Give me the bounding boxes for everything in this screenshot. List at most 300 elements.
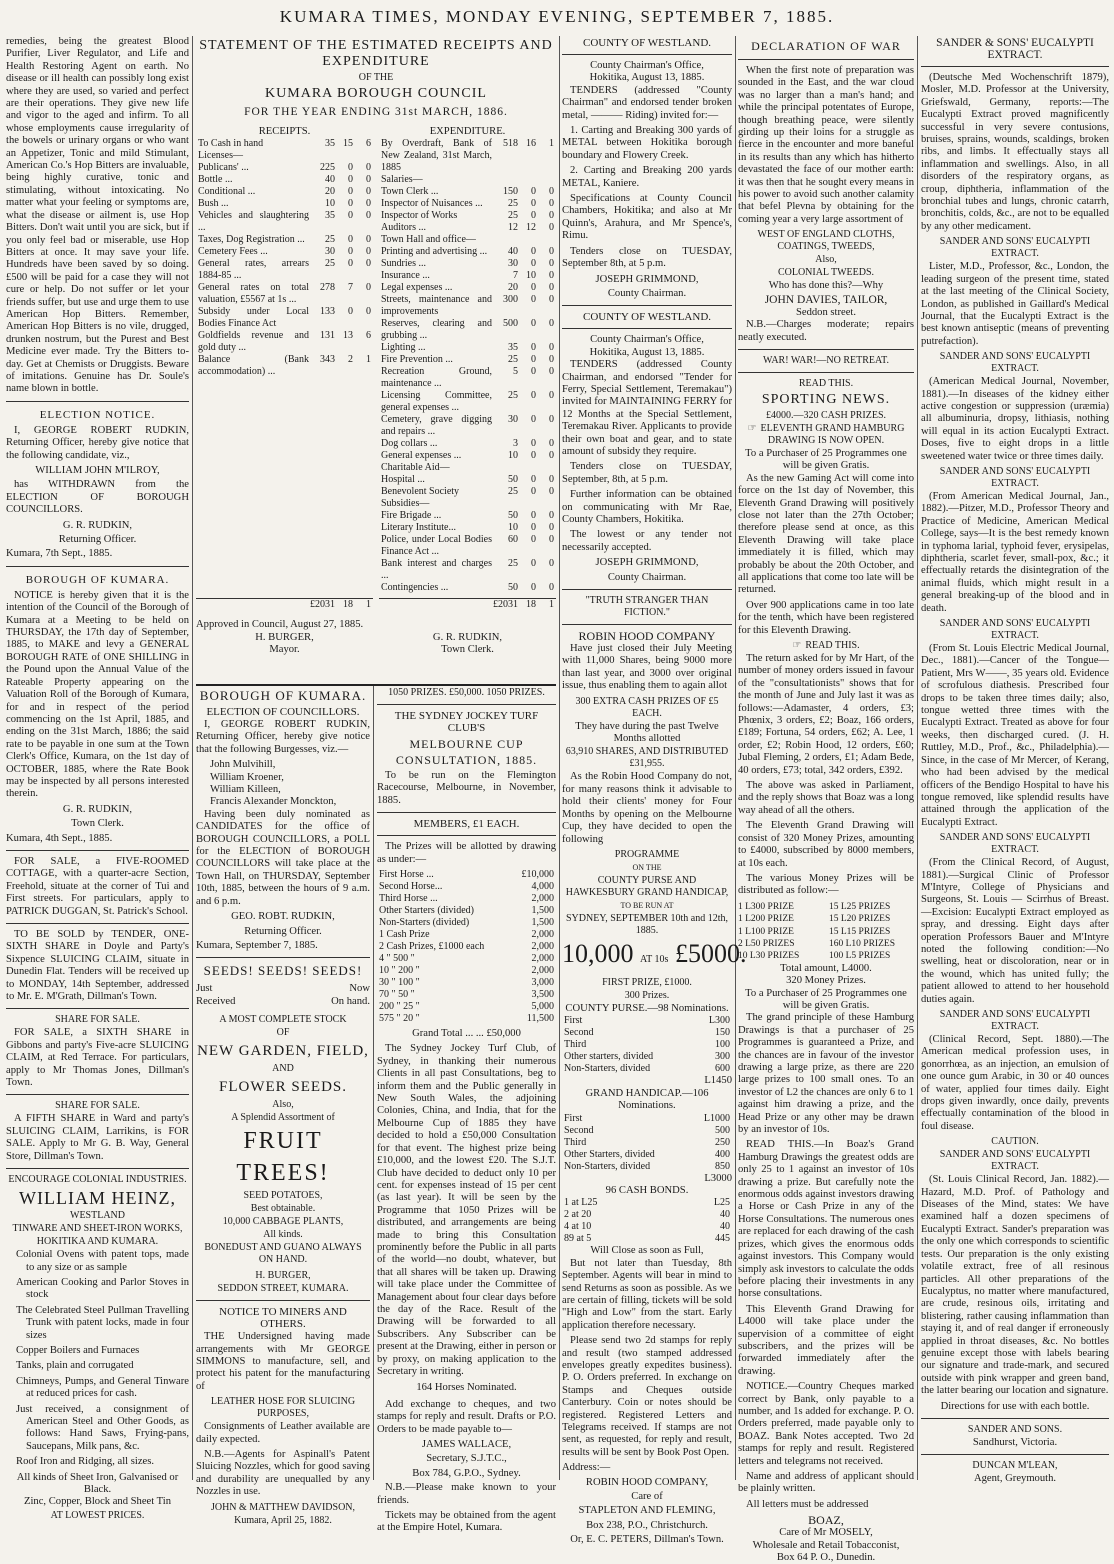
cash-bonds-heading: 96 CASH BONDS. bbox=[605, 1184, 689, 1196]
election-notice-body: I, GEORGE ROBERT RUDKIN, Returning Officer, hereby give notice that the following candidate, viz., bbox=[6, 424, 189, 461]
table-cell: L25 bbox=[713, 1197, 730, 1209]
ferry-tender: TENDERS (addressed County Chairman, and endorsed "Tender for Ferry, Special Settlement, Teremakau") invited for MAINTAINING FERRY for 12 Months at the Special Settlement, Teremakau River. Applicants to provide their own boat and gear, and to state amount of subsidy they require. bbox=[562, 359, 732, 457]
signature-title: Town Clerk. bbox=[71, 818, 124, 830]
column-5 bbox=[738, 36, 914, 1564]
eucalypti-heading: SANDER AND SONS' EUCALYPTI EXTRACT. bbox=[939, 465, 1091, 489]
tender-item: 1. Carting and Breaking 300 yards of METAL between Hokitika borough boundary and Flowery Creek. bbox=[562, 125, 732, 161]
sandhurst: Sandhurst, Victoria. bbox=[972, 1436, 1058, 1448]
table-cell: 25 bbox=[508, 210, 518, 222]
eucalypti-heading: SANDER AND SONS' EUCALYPTI EXTRACT. bbox=[939, 1149, 1091, 1173]
table-cell: 0 bbox=[549, 246, 554, 258]
table-cell: 35 bbox=[508, 342, 518, 354]
seeds-received: Received bbox=[196, 995, 236, 1007]
table-cell: 2,000 bbox=[531, 941, 554, 953]
cabbage-plants: 10,000 CABBAGE PLANTS, bbox=[222, 1216, 344, 1228]
table-cell bbox=[494, 234, 520, 246]
davies-street: Seddon street. bbox=[795, 306, 857, 318]
heinz-item-list bbox=[6, 1249, 189, 1469]
table-cell: 35 bbox=[325, 210, 335, 222]
table-cell: 10 bbox=[508, 522, 518, 534]
table-cell: 1 at L25 bbox=[564, 1197, 598, 1209]
money-prizes: 320 Money Prizes. bbox=[786, 975, 866, 987]
table-cell: 35 bbox=[325, 138, 335, 150]
robin-hood-body2: As the Robin Hood Company do not, for many reasons think it advisable to hold their clients' money for Four Months by opening on the Melbourne Cup, they have decided to open the following bbox=[562, 771, 732, 845]
table-cell: 0 bbox=[549, 342, 554, 354]
exchange-note: Add exchange to cheques, and two stamps for reply and result. Drafts or P.O. Orders to be made payable to— bbox=[377, 1398, 556, 1435]
table-cell: 0 bbox=[531, 318, 536, 330]
total-shillings: 18 bbox=[526, 599, 536, 611]
list-item: 2 L50 PRIZES bbox=[738, 938, 795, 949]
table-row bbox=[379, 318, 556, 342]
table-cell: 600 bbox=[715, 1063, 730, 1075]
table-row bbox=[379, 222, 556, 234]
programme-heading: PROGRAMME bbox=[614, 848, 680, 860]
table-cell: 0 bbox=[549, 414, 554, 426]
table-cell: 0 bbox=[348, 210, 353, 222]
list-item: 15 L15 PRIZES bbox=[829, 926, 891, 937]
table-cell: 0 bbox=[549, 294, 554, 306]
county-title: COUNTY OF WESTLAND. bbox=[582, 37, 712, 49]
secretary-title: Secretary, S.J.T.C., bbox=[426, 1453, 507, 1465]
table-cell: 150 bbox=[715, 1027, 730, 1039]
purse-total: L1450 bbox=[704, 1075, 732, 1087]
table-cell: 0 bbox=[549, 486, 554, 498]
seeds-just: Just bbox=[196, 983, 213, 995]
purse-table bbox=[562, 1015, 732, 1075]
share-sale-title: SHARE FOR SALE. bbox=[55, 1100, 140, 1112]
eucalypti-para: (Clinical Record, Sept. 1880).—The American medical profession uses, in gonorrhœa, as an injection, an emulsion of one ounce gum Arabic, in 30 or 40 ounces of water, applied four times daily. Eight drops given inwardly, once daily, prevents effectually contamination of the blood in foul disease. bbox=[921, 1034, 1109, 1132]
table-cell: To Cash in hand bbox=[198, 138, 264, 150]
table-cell: 40 bbox=[508, 246, 518, 258]
seeds-now: Now bbox=[349, 983, 370, 995]
table-cell bbox=[311, 150, 337, 162]
table-cell: 0 bbox=[531, 510, 536, 522]
table-row bbox=[562, 1063, 732, 1075]
war-title: DECLARATION OF WAR bbox=[751, 39, 901, 53]
seeds-of: OF bbox=[276, 1027, 290, 1039]
table-cell: 0 bbox=[531, 558, 536, 570]
ten-thousand: 10,000 bbox=[562, 938, 634, 968]
table-cell: 0 bbox=[531, 534, 536, 546]
tender-close: Tenders close on TUESDAY, September 8th, at 5 p.m. bbox=[562, 245, 732, 270]
table-cell: Benevolent Society bbox=[381, 486, 460, 498]
table-cell: 0 bbox=[531, 294, 536, 306]
seed-potatoes: SEED POTATOES, bbox=[243, 1190, 323, 1202]
allotment-intro: The Prizes will be allotted by drawing as under:— bbox=[377, 841, 556, 865]
table-row bbox=[377, 953, 556, 965]
table-row bbox=[379, 174, 556, 186]
encourage-heading: ENCOURAGE COLONIAL INDUSTRIES. bbox=[8, 1174, 187, 1186]
table-row bbox=[379, 390, 556, 414]
table-cell: 850 bbox=[715, 1160, 730, 1172]
table-cell: 0 bbox=[366, 162, 371, 174]
table-row bbox=[379, 498, 556, 510]
list-item: Just received, a consignment of American Steel and Other Goods, as follows: Hand Saws, Frying-pans, Saucepans, Milk pans, &c. bbox=[16, 1403, 189, 1452]
table-row bbox=[562, 1125, 732, 1137]
signature: JOSEPH GRIMMOND, bbox=[595, 557, 699, 569]
seeds-and: AND bbox=[272, 1063, 294, 1075]
boaz-tobacco: Wholesale and Retail Tobacconist, bbox=[752, 1539, 900, 1551]
table-cell: 0 bbox=[531, 186, 536, 198]
drawing-body4: The above was asked in Parliament, and the reply shows that Boaz was a long way ahead of all the others. bbox=[738, 780, 914, 816]
table-row bbox=[562, 1137, 732, 1149]
table-cell: Literary Institute... bbox=[381, 522, 456, 534]
robin-hood-body3: But not later than Tuesday, 8th September. Agents will bear in mind to send Returns as soon as possible. As we are certain of filling, tickets will be sold "High and Low" from the start. Early application therefore necessary. bbox=[562, 1257, 732, 1331]
borough-title: BOROUGH OF KUMARA. bbox=[25, 573, 170, 586]
table-cell: Hospital ... bbox=[381, 474, 425, 486]
table-cell: 400 bbox=[715, 1148, 730, 1160]
davidson-date: Kumara, April 25, 1882. bbox=[234, 1514, 332, 1526]
table-row bbox=[377, 893, 556, 905]
race-location: To be run on the Flemington Racecourse, Melbourne, in November, 1885. bbox=[377, 770, 556, 806]
burger-address: SEDDON STREET, KUMARA. bbox=[217, 1283, 349, 1295]
column-rule bbox=[917, 36, 918, 1480]
prize-count: 300 Prizes. bbox=[624, 989, 670, 1001]
table-cell: Fire Brigade ... bbox=[381, 510, 442, 522]
table-cell: 0 bbox=[366, 258, 371, 270]
table-cell: 10 bbox=[325, 198, 335, 210]
table-cell: 40 bbox=[720, 1209, 730, 1221]
heinz-place: HOKITIKA AND KUMARA. bbox=[36, 1236, 159, 1248]
table-cell: 25 bbox=[325, 258, 335, 270]
table-cell: Second bbox=[564, 1027, 594, 1039]
tickets-note: Tickets may be obtained from the agent at the Empire Hotel, Kumara. bbox=[377, 1510, 556, 1534]
purchaser-note: To a Purchaser of 25 Programmes one will be given Gratis. bbox=[745, 447, 907, 472]
table-cell: Third Horse ... bbox=[379, 893, 438, 905]
grand-total: L3000 bbox=[704, 1172, 732, 1184]
table-cell: 0 bbox=[549, 318, 554, 330]
table-cell: Dog collars ... bbox=[381, 438, 438, 450]
table-cell: 0 bbox=[531, 246, 536, 258]
total-pounds: £2031 bbox=[310, 599, 335, 611]
table-cell: First bbox=[564, 1112, 583, 1124]
robin-hood-body: Have just closed their July Meeting with 11,000 Shares, being 9000 more than last year, and 3000 over original issue, thus enabling them to again allot bbox=[562, 643, 732, 692]
on-the: ON THE bbox=[632, 862, 662, 872]
table-cell bbox=[520, 462, 538, 474]
column-rule bbox=[735, 36, 736, 1480]
table-cell: 0 bbox=[531, 474, 536, 486]
table-cell: 0 bbox=[531, 450, 536, 462]
members-price: MEMBERS, £1 EACH. bbox=[413, 818, 520, 831]
read-this-text: READ THIS. bbox=[805, 640, 860, 651]
list-item: Roof Iron and Ridging, all sizes. bbox=[16, 1456, 154, 1468]
drawing-body1: As the new Gaming Act will come into force on the 1st day of November, this Eleventh Grand Drawing will positively close not later than the 27th October; therefore please send at once, as this Eleventh Drawing will take place immediately it is filled, which may probably be about the 20th October, and all applications that come too late will be returned. bbox=[738, 472, 914, 596]
table-cell: 3 bbox=[513, 438, 518, 450]
davies-note: N.B.—Charges moderate; repairs neatly executed. bbox=[738, 319, 914, 343]
seeds-title: SEEDS! SEEDS! SEEDS! bbox=[203, 963, 363, 979]
prizes-banner: 1050 PRIZES. £50,000. 1050 PRIZES. bbox=[388, 687, 545, 698]
table-cell bbox=[520, 234, 538, 246]
also: Also, bbox=[815, 254, 837, 266]
table-cell: 5,000 bbox=[531, 1001, 554, 1013]
receipts-table bbox=[196, 138, 373, 378]
signature-title: Returning Officer. bbox=[58, 534, 137, 546]
table-cell bbox=[337, 150, 355, 162]
address-label: Address:— bbox=[562, 1462, 611, 1474]
table-cell: 6 bbox=[366, 138, 371, 150]
table-cell bbox=[538, 462, 556, 474]
davies-name: JOHN DAVIES, TAILOR, bbox=[764, 293, 888, 306]
table-cell: 0 bbox=[531, 282, 536, 294]
purchaser-note: To a Purchaser of 25 Programmes one will be given Gratis. bbox=[745, 987, 907, 1011]
table-cell: 0 bbox=[549, 366, 554, 378]
total-pence: 1 bbox=[366, 599, 371, 611]
share-sale-body: A FIFTH SHARE in Ward and party's SLUICING CLAIM, Larrikins, is FOR SALE. Apply to Mr G. B. Way, General Store, Dillman's Town. bbox=[6, 1113, 189, 1162]
cash-prizes: £4000.—320 CASH PRIZES. bbox=[765, 409, 886, 421]
list-item: 1 L100 PRIZE bbox=[738, 926, 794, 937]
share-sale-title: SHARE FOR SALE. bbox=[55, 1014, 140, 1026]
table-cell: 0 bbox=[531, 366, 536, 378]
table-cell: 0 bbox=[366, 198, 371, 210]
table-row bbox=[562, 1221, 732, 1233]
heinz-galv: All kinds of Sheet Iron, Galvanised or Black. bbox=[16, 1471, 179, 1495]
table-cell: Bottle ... bbox=[198, 174, 233, 186]
table-row bbox=[562, 1051, 732, 1063]
drawing-body10: NOTICE.—Country Cheques marked correct by Bank, only payable to a number, and 1s added for exchange. P. O. Orders preferred, made payable only to BOAZ. Bank Notes accepted. Two 2d stamps for reply and result. Registered letters and telegrams not received. bbox=[738, 1381, 914, 1467]
who-line: Who has done this?—Why bbox=[768, 280, 884, 292]
table-cell: 2,000 bbox=[531, 965, 554, 977]
candidate-name: John Mulvihill, bbox=[210, 759, 276, 771]
table-row bbox=[379, 210, 556, 222]
table-cell: 0 bbox=[348, 234, 353, 246]
table-row bbox=[379, 354, 556, 366]
drawing-body9: This Eleventh Grand Drawing for L4000 will take place under the supervision of a committee of eight subscribers, and the prizes will be forwarded immediately after the drawing. bbox=[738, 1303, 914, 1377]
shares-distributed: 63,910 SHARES, AND DISTRIBUTED £31,955. bbox=[565, 746, 729, 770]
table-cell: Non-Starters (divided) bbox=[379, 917, 470, 929]
table-cell: 2 at 20 bbox=[564, 1209, 592, 1221]
table-cell: 13 bbox=[343, 330, 353, 342]
christchurch-box: Box 238, P.O., Christchurch. bbox=[586, 1519, 708, 1531]
list-item: 100 L5 PRIZES bbox=[829, 951, 891, 962]
sydney-dates: SYDNEY, SEPTEMBER 10th and 12th, 1885. bbox=[565, 912, 729, 936]
table-cell: 0 bbox=[549, 282, 554, 294]
table-cell: 4 " 500 " bbox=[379, 953, 415, 965]
eucalypti-para: (From American Medical Journal, Jan., 1882).—Pitzer, M.D., Professor Theory and Practice of Medicine, American Medical College, says—It is the best remedy known in typhoma larial, typhoid fever, erysipelas, diphtheria, scarlet fever, small-pox, &c.; it effectually retards the disintegration of the animal fluids, which might result in a general breaking-up of the blood and in death. bbox=[921, 490, 1109, 614]
signature: GEO. ROBT. RUDKIN, bbox=[231, 911, 335, 923]
list-item: Chimneys, Pumps, and General Tinware at reduced prices for cash. bbox=[16, 1375, 189, 1400]
grand-handicap-heading: GRAND HANDICAP.—106 Nominations. bbox=[585, 1087, 709, 1112]
table-row bbox=[196, 162, 373, 174]
table-cell: Charitable Aid— bbox=[381, 462, 450, 474]
drawing-body3: The return asked for by Mr Hart, of the number of money orders issued in favour of the "consultationists" shows that for the month of June and July last it was as follows:—Adamaster, 4 orders, £3; Phœnix, 3 orders, £2; Boaz, 166 orders, £189; Fortuna, 54 orders, £62; A. Lee, 1 order, £2; Robin Hood, 12 orders, £60; Jubal Fleming, 2 orders, £1; Adam Bede, 40 orders, £73; total, 342 orders, £392. bbox=[738, 653, 914, 776]
total-pence: 1 bbox=[549, 599, 554, 611]
list-item: 1 L200 PRIZE bbox=[738, 914, 794, 925]
table-row bbox=[196, 150, 373, 162]
table-row bbox=[196, 354, 373, 378]
table-cell: Legal expenses ... bbox=[381, 282, 453, 294]
tender-item: 2. Carting and Breaking 200 yards METAL, Kaniere. bbox=[562, 165, 732, 189]
clerk-name: G. R. RUDKIN, bbox=[432, 631, 503, 643]
seeds-garden: NEW GARDEN, FIELD, bbox=[197, 1043, 369, 1060]
table-cell: 0 bbox=[348, 186, 353, 198]
bonds-table bbox=[562, 1197, 732, 1245]
table-cell: 0 bbox=[549, 222, 554, 234]
table-cell: 16 bbox=[526, 138, 536, 150]
table-cell: 0 bbox=[549, 198, 554, 210]
table-cell: 133 bbox=[320, 306, 335, 318]
table-cell: 11,500 bbox=[526, 1013, 554, 1025]
table-row bbox=[562, 1149, 732, 1161]
table-cell: 10 bbox=[508, 450, 518, 462]
table-cell: Balance (Bank accommodation) ... bbox=[198, 354, 309, 378]
table-cell: 30 bbox=[325, 246, 335, 258]
statement-of-the: OF THE bbox=[358, 72, 394, 83]
table-row bbox=[379, 234, 556, 246]
table-cell: 30 " 100 " bbox=[379, 977, 420, 989]
list-item: 160 L10 PRIZES bbox=[829, 938, 895, 949]
table-cell: Recreation Ground, maintenance ... bbox=[381, 366, 492, 390]
table-cell: 40 bbox=[720, 1221, 730, 1233]
to-be-run-at: TO BE RUN AT bbox=[620, 900, 674, 910]
nozzle-note: N.B.—Agents for Aspinall's Patent Sluicing Nozzles, which for good saving and durability are unequalled by any Nozzles in use. bbox=[196, 1448, 370, 1498]
table-cell: 575 " 20 " bbox=[379, 1013, 420, 1025]
table-row bbox=[562, 1015, 732, 1027]
eucalypti-para: Lister, M.D., Professor, &c., London, the leading surgeon of the present time, stated at the last meeting of the Clinical Society, London, as published in Gaillard's Medical Journal, that the Eucalypti Extract is the best known antiseptic (means of preventing putrefaction). bbox=[921, 261, 1109, 347]
table-cell: By Overdraft, Bank of New Zealand, 31st March, 1885 bbox=[381, 138, 492, 174]
consignments: Consignments of Leather available are daily expected. bbox=[196, 1421, 370, 1445]
table-cell bbox=[494, 462, 520, 474]
list-item: American Cooking and Parlor Stoves in stock bbox=[16, 1276, 189, 1301]
table-cell: Town Clerk ... bbox=[381, 186, 439, 198]
table-cell: 1,500 bbox=[531, 905, 554, 917]
table-cell: 70 " 50 " bbox=[379, 989, 415, 1001]
table-cell: General rates on total valuation, £5567 at 1s ... bbox=[198, 282, 309, 306]
table-cell: 0 bbox=[549, 582, 554, 594]
table-cell: First bbox=[564, 1015, 583, 1027]
extra-prizes: 300 EXTRA CASH PRIZES OF £5 EACH. bbox=[575, 695, 719, 719]
column-4 bbox=[562, 36, 747, 1546]
eucalypti-para: (Deutsche Med Wochenschrift 1879), Mosler, M.D. Professor at the University, Griefswald, Germany, reports:—The Eucalypti Extract proved magnificently successful in very severe contusions, bruises, sprains, wounds, scaldings, broken ribs, and limbs. It effectually stays all inflammation and swellings. Also, in all disorders of the respiratory organs, as croup, diphtheria, inflammation of the bronchial tubes and lungs, chronic catarrh, bronchitis, colds, &c., are not to be equalled by any other medicament. bbox=[921, 72, 1109, 232]
eucalypti-para: (From the Clinical Record, of August, 1881).—Surgical Clinic of Professor M'Intyre, College of Physicians and Surgeons, St. Louis — Scirrhus of Breast.—Excision: Eucalypti Extract employed as spray, and dressing. Eight days after operation Professors Bauer and M'Intyre noted the following condition:—No swelling, heat or discoloration, near or in the wound, which has united fully; the patient allowed to attend to her household duties again. bbox=[921, 857, 1109, 1005]
table-cell: Insurance ... bbox=[381, 270, 430, 282]
heinz-street: WESTLAND bbox=[70, 1210, 125, 1222]
statement-title: STATEMENT OF THE ESTIMATED RECEIPTS AND EXPENDITURE bbox=[199, 38, 553, 69]
read-this: READ THIS. bbox=[798, 377, 854, 389]
best-obtainable: Best obtainable. bbox=[250, 1203, 316, 1215]
table-cell: 150 bbox=[503, 186, 518, 198]
table-cell: 200 " 25 " bbox=[379, 1001, 420, 1013]
table-row bbox=[379, 198, 556, 210]
robin-hood-title: ROBIN HOOD COMPANY bbox=[578, 629, 716, 644]
table-cell bbox=[355, 150, 373, 162]
directions: Directions for use with each bottle. bbox=[940, 1400, 1090, 1412]
table-cell: 2,000 bbox=[531, 893, 554, 905]
table-cell: 343 bbox=[320, 354, 335, 366]
sander-sons: SANDER AND SONS. bbox=[967, 1423, 1063, 1435]
list-item: Copper Boilers and Furnaces bbox=[16, 1344, 140, 1356]
miners-body: THE Undersigned having made arrangements with Mr GEORGE SIMMONS to manufacture, sell, and protect his patent for the manufacturing of bbox=[196, 1331, 370, 1392]
tender-info: Further information can be obtained on communicating with Mr Rae, County Chambers, Hokitika. bbox=[562, 489, 732, 525]
table-cell: 0 bbox=[531, 522, 536, 534]
grand-table bbox=[562, 1113, 732, 1173]
no-retreat: WAR! WAR!—NO RETREAT. bbox=[762, 354, 889, 366]
miners-title: NOTICE TO MINERS AND OTHERS. bbox=[219, 1306, 347, 1331]
all-kinds: All kinds. bbox=[263, 1229, 303, 1241]
table-cell: 0 bbox=[531, 210, 536, 222]
county-date: Hokitika, August 13, 1885. bbox=[589, 72, 705, 84]
colonial-tweeds: COLONIAL TWEEDS. bbox=[777, 267, 875, 279]
boaz-care: Care of Mr MOSELY, bbox=[779, 1527, 873, 1539]
table-cell: 0 bbox=[531, 342, 536, 354]
expenditure-block bbox=[379, 126, 556, 594]
table-cell: 20 bbox=[325, 186, 335, 198]
secretary-box: Box 784, G.P.O., Sydney. bbox=[412, 1467, 521, 1479]
signature-title: County Chairman. bbox=[607, 571, 687, 583]
signature: G. R. RUDKIN, bbox=[62, 519, 133, 531]
table-cell: 10 " 200 " bbox=[379, 965, 420, 977]
table-cell: 40 bbox=[325, 174, 335, 186]
table-row bbox=[196, 282, 373, 306]
table-row bbox=[379, 558, 556, 582]
expenditure-heading: EXPENDITURE. bbox=[429, 126, 506, 137]
table-cell: 0 bbox=[348, 258, 353, 270]
table-cell: 1,500 bbox=[531, 917, 554, 929]
burger-name: H. BURGER, bbox=[255, 1270, 311, 1282]
table-cell: Auditors ... bbox=[381, 222, 426, 234]
table-row bbox=[196, 246, 373, 258]
table-cell: 0 bbox=[348, 306, 353, 318]
at-10s: AT 10s bbox=[640, 953, 669, 965]
secretary-name: JAMES WALLACE, bbox=[421, 1439, 512, 1451]
table-cell: 0 bbox=[531, 486, 536, 498]
table-cell: Licenses— bbox=[198, 150, 243, 162]
or-peters: Or, E. C. PETERS, Dillman's Town. bbox=[570, 1534, 724, 1546]
table-cell: General rates, arrears 1884-85 ... bbox=[198, 258, 309, 282]
table-row bbox=[377, 869, 556, 881]
table-cell: Police, under Local Bodies Finance Act ... bbox=[381, 534, 492, 558]
table-cell: Bush ... bbox=[198, 198, 229, 210]
table-cell: Lighting ... bbox=[381, 342, 426, 354]
table-row bbox=[379, 534, 556, 558]
table-cell: Streets, maintenance and improvements bbox=[381, 294, 492, 318]
table-cell: Fire Prevention ... bbox=[381, 354, 453, 366]
table-cell: 4 at 10 bbox=[564, 1221, 592, 1233]
prize-list-left bbox=[738, 901, 823, 963]
table-cell: 1 Cash Prize bbox=[379, 929, 430, 941]
table-row bbox=[379, 270, 556, 282]
friends-note: N.B.—Please make known to your friends. bbox=[377, 1482, 556, 1506]
stapleton-fleming: STAPLETON AND FLEMING, bbox=[578, 1505, 716, 1517]
five-thousand: £5000. bbox=[674, 938, 747, 968]
election-intro: I, GEORGE ROBERT RUDKIN, Returning Officer, hereby give notice that the following Burgesses, viz.— bbox=[196, 719, 370, 755]
table-cell: Cemetery, grave digging and repairs ... bbox=[381, 414, 492, 438]
table-cell: 0 bbox=[531, 390, 536, 402]
table-row bbox=[377, 1013, 556, 1025]
heinz-name: WILLIAM HEINZ, bbox=[19, 1188, 176, 1209]
statement-year: FOR THE YEAR ENDING 31st MARCH, 1886. bbox=[244, 106, 508, 118]
eucalypti-para: (American Medical Journal, November, 1881).—In diseases of the kidney either active congestion or suppression (uræmia) all albuminuria, dropsy, lithiasis, nothing will equal in its action Eucalypti Extract. Doses, five to eight drops in a little sweetened water twice or three times daily. bbox=[921, 376, 1109, 462]
care-of: Care of bbox=[631, 1491, 663, 1503]
table-cell: 0 bbox=[348, 246, 353, 258]
table-cell: £10,000 bbox=[521, 869, 554, 881]
boaz-name: BOAZ, bbox=[808, 1513, 844, 1528]
table-cell: 0 bbox=[366, 234, 371, 246]
table-cell: Inspector of Nuisances ... bbox=[381, 198, 483, 210]
table-cell: 20 bbox=[508, 282, 518, 294]
seeds-stock: A MOST COMPLETE STOCK bbox=[219, 1014, 347, 1026]
drawing-body8: READ THIS.—In Boaz's Grand Hamburg Drawings the greatest odds are only 25 to 1 against an investor of 10s drawing a prize. But carefully note the enormous odds against investors drawing a Horse or Cash Prize in any of the Horse Consultations. The numerous ones are replaced for each drawing of the cash prizes, which gives the enormous odds against investors. This Company would simply ask investors to calculate the odds before placing their investments in any horse consultations. bbox=[738, 1139, 914, 1300]
table-cell: 25 bbox=[508, 486, 518, 498]
table-row bbox=[379, 366, 556, 390]
election-notice-title: ELECTION NOTICE. bbox=[39, 408, 156, 421]
table-cell bbox=[538, 498, 556, 510]
table-cell: Licensing Committee, general expenses ... bbox=[381, 390, 492, 414]
list-item: The Celebrated Steel Pullman Travelling Trunk with patent locks, made in four sizes bbox=[16, 1304, 190, 1341]
table-row bbox=[379, 414, 556, 438]
war-body: When the first note of preparation was sounded in the East, and the war cloud was no larger than a man's hand; and while the principal potentates of Europe, though breathing peace, were silently girding up their loins for a struggle as fierce in the encounter and more baneful in its results than any which has hitherto devastated the face of our mother earth: it was then that he sought every means in his power to avoid such another calamity that befel Plevna by obtaining for the coming year a very large assortment of bbox=[738, 65, 914, 225]
approved-line: Approved in Council, August 27, 1885. bbox=[196, 619, 364, 631]
statement-council: KUMARA BOROUGH COUNCIL bbox=[265, 86, 487, 101]
